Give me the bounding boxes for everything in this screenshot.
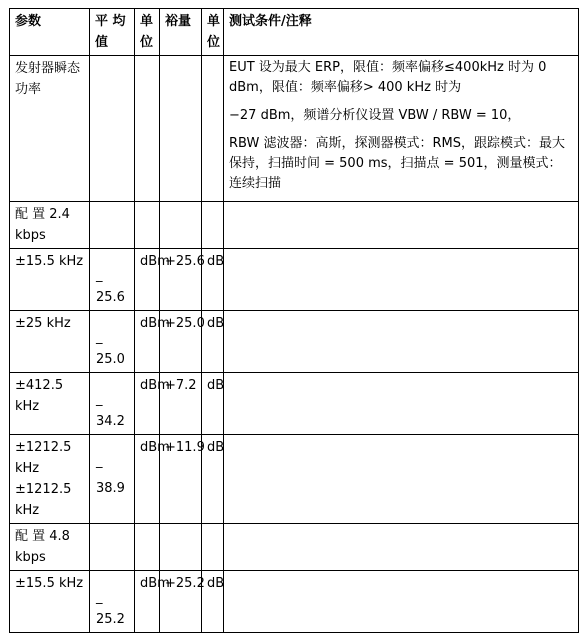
table-row	[10, 373, 579, 435]
param-cell: ±412.5 kHz	[10, 373, 90, 435]
minus-sign: _	[96, 590, 103, 605]
tolerance-cell: +25.2	[160, 571, 202, 633]
unit2-cell: dB	[202, 373, 224, 435]
table-row	[10, 435, 579, 524]
avg-cell	[90, 249, 135, 311]
avg-value: 25.6	[96, 290, 125, 305]
table-row	[10, 524, 579, 571]
empty-cell	[224, 202, 579, 249]
header-row	[10, 9, 579, 56]
minus-sign: _	[96, 330, 103, 345]
table-row	[10, 249, 579, 311]
empty-cell	[202, 524, 224, 571]
header-avg: 平 均 值	[90, 9, 135, 56]
unit-cell: dBm	[135, 311, 160, 373]
table-row	[10, 571, 579, 633]
avg-value: 25.2	[96, 612, 125, 627]
empty-cell	[90, 202, 135, 249]
minus-sign: _	[96, 454, 103, 469]
notes-cell	[224, 249, 579, 311]
unit2-cell: dB	[202, 311, 224, 373]
header-notes: 测试条件/注释	[224, 9, 579, 56]
tolerance-cell: +25.6	[160, 249, 202, 311]
minus-sign: _	[96, 268, 103, 283]
notes-cell	[224, 571, 579, 633]
avg-cell	[90, 435, 135, 524]
unit-cell: dBm	[135, 249, 160, 311]
notes-cell	[224, 311, 579, 373]
avg-cell	[90, 571, 135, 633]
table-row	[10, 202, 579, 249]
tolerance-cell: +25.0	[160, 311, 202, 373]
param-cell: ±15.5 kHz	[10, 571, 90, 633]
empty-cell	[90, 524, 135, 571]
tolerance-cell: +11.9	[160, 435, 202, 524]
unit-cell	[135, 56, 160, 202]
header-tolerance: 裕量	[160, 9, 202, 56]
config-cell: 配 置 4.8 kbps	[10, 524, 90, 571]
unit2-cell: dB	[202, 435, 224, 524]
table-row	[10, 56, 579, 202]
header-unit: 单 位	[135, 9, 160, 56]
avg-cell	[90, 373, 135, 435]
empty-cell	[135, 202, 160, 249]
minus-sign: _	[96, 392, 103, 407]
unit2-cell: dB	[202, 249, 224, 311]
spec-table	[9, 8, 579, 633]
empty-cell	[224, 524, 579, 571]
avg-value: 25.0	[96, 352, 125, 367]
param-cell: ±1212.5 kHz ±1212.5 kHz	[10, 435, 90, 524]
param-cell: 发射器瞬态功率	[10, 56, 90, 202]
unit-cell: dBm	[135, 373, 160, 435]
avg-value: 34.2	[96, 414, 125, 429]
notes-cell	[224, 373, 579, 435]
empty-cell	[135, 524, 160, 571]
unit2-cell: dB	[202, 571, 224, 633]
notes-cell	[224, 435, 579, 524]
notes-line: RBW 滤波器：高斯，探测器模式：RMS，跟踪模式：最大保持，扫描时间 = 500 ms，扫描点 = 501，测量模式：连续扫描	[229, 136, 565, 191]
param-cell: ±25 kHz	[10, 311, 90, 373]
tolerance-cell	[160, 56, 202, 202]
header-param: 参数	[10, 9, 90, 56]
empty-cell	[160, 202, 202, 249]
avg-cell	[90, 56, 135, 202]
notes-cell	[224, 56, 579, 202]
header-unit2: 单 位	[202, 9, 224, 56]
empty-cell	[160, 524, 202, 571]
notes-line: EUT 设为最大 ERP，限值：频率偏移≤400kHz 时为 0 dBm，限值：频率偏移> 400 kHz 时为	[229, 60, 547, 95]
notes-line: −27 dBm，频谱分析仪设置 VBW / RBW = 10，	[229, 108, 521, 123]
unit2-cell	[202, 56, 224, 202]
param-cell: ±15.5 kHz	[10, 249, 90, 311]
avg-cell	[90, 311, 135, 373]
unit-cell: dBm	[135, 435, 160, 524]
empty-cell	[202, 202, 224, 249]
unit-cell: dBm	[135, 571, 160, 633]
avg-value: 38.9	[96, 481, 125, 496]
tolerance-cell: +7.2	[160, 373, 202, 435]
config-cell: 配 置 2.4 kbps	[10, 202, 90, 249]
table-row	[10, 311, 579, 373]
